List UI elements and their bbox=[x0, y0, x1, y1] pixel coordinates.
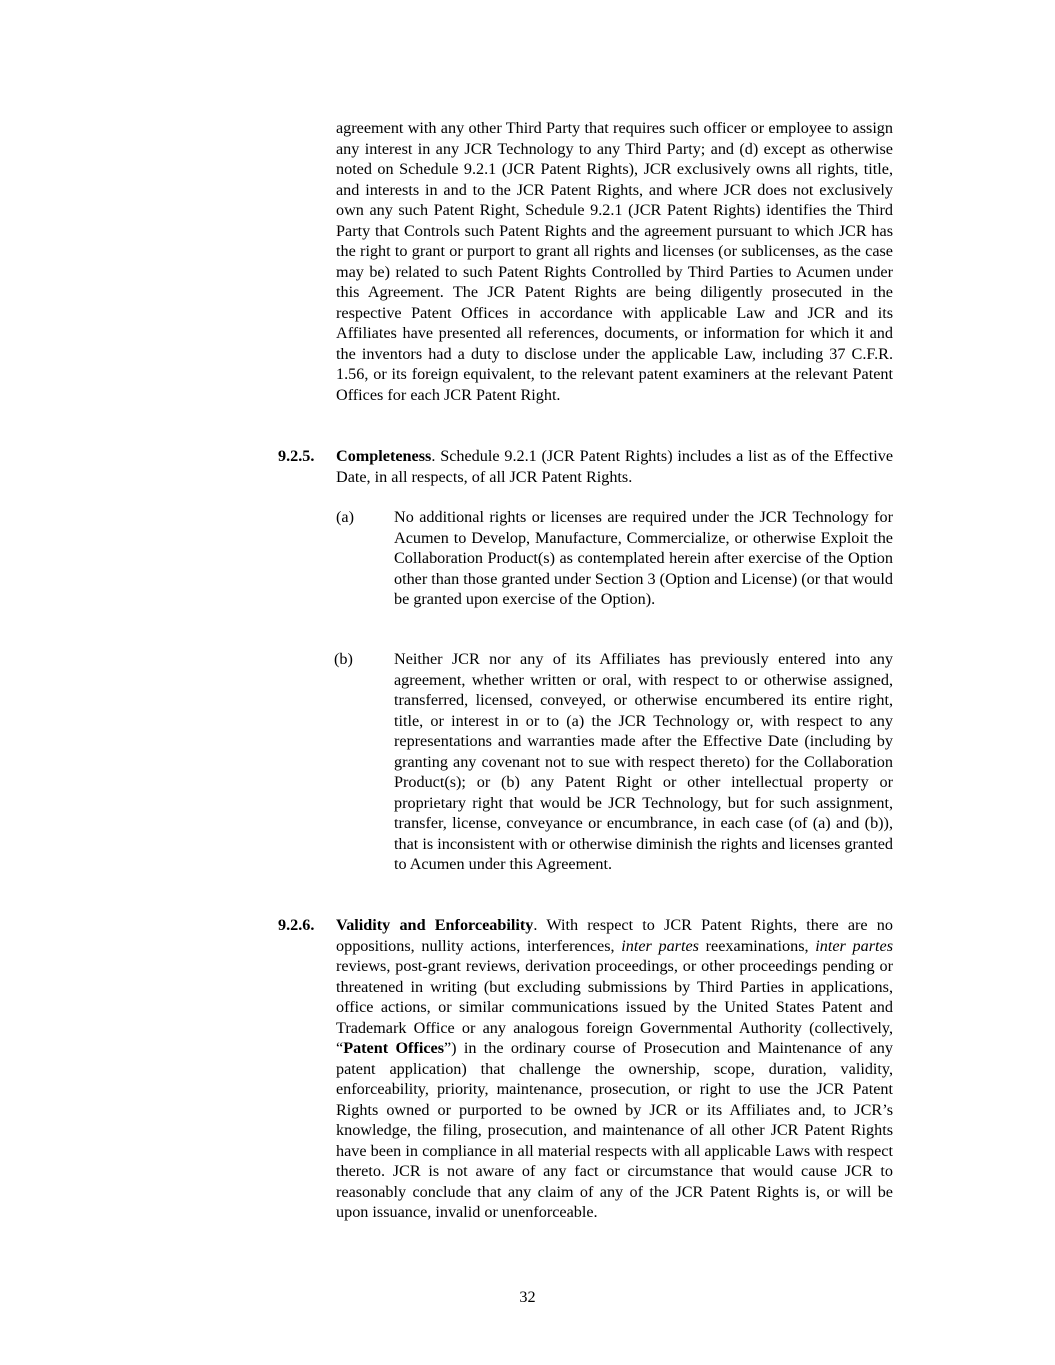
section-926-paragraph bbox=[336, 915, 893, 1223]
section-926-text-3: reviews, post-grant reviews, derivation proceedings, or other proceedings pending or threatened in writing (but excluding submissions by Third Parties in applications, office actions, or similar communications issued by the United States Patent and Trademark Office or any analogous foreign Governmental Authority (collectively, “ bbox=[336, 957, 893, 1057]
section-926-heading: Validity and Enforceability bbox=[336, 916, 534, 934]
section-925-paragraph bbox=[336, 446, 893, 487]
section-926-italic-2: inter partes bbox=[815, 936, 894, 955]
section-926-text-4: ”) in the ordinary course of Prosecution and Maintenance of any patent application) that challenge the ownership, scope, duration, validity, enforceability, priority, maintenance, prosecution, or right to use the JCR Patent Rights owned or purported to be owned by JCR or its Affiliates and, to JCR’s knowledge, the filing, prosecution, and maintenance of all other JCR Patent Rights have been in compliance in all material respects with all applicable Laws with respect thereto. JCR is not aware of any fact or circumstance that would cause JCR to reasonably conclude that any claim of any of the JCR Patent Rights is, or will be upon issuance, invalid or unenforceable. bbox=[336, 1039, 893, 1221]
section-925-number: 9.2.5. bbox=[278, 447, 315, 465]
section-926-italic-1: inter partes bbox=[621, 936, 699, 955]
continuation-paragraph: agreement with any other Third Party that requires such officer or employee to assign any interest in any JCR Technology to any Third Party; and (d) except as otherwise noted on Schedule 9.2.1 (JCR Patent Rights), JCR exclusively owns all rights, title, and interests in and to the JCR Patent Rights, and where JCR does not exclusively own any such Patent Right, Schedule 9.2.1 (JCR Patent Rights) identifies the Third Party that Controls such Patent Rights and the agreement pursuant to which JCR has the right to grant or purport to grant all rights and licenses (or sublicenses, as the case may be) related to such Patent Rights Controlled by Third Parties to Acumen under this Agreement. The JCR Patent Rights are being diligently prosecuted in the respective Patent Offices in accordance with applicable Law and JCR and its Affiliates have presented all references, documents, or information for which it and the inventors had a duty to disclose under the applicable Law, including 37 C.F.R. 1.56, or its foreign equivalent, to the relevant patent examiners at the relevant Patent Offices for each JCR Patent Right. bbox=[336, 119, 893, 404]
section-926-text-1: . With respect to JCR Patent Rights, there are no oppositions, nullity actions, interferences, bbox=[336, 916, 893, 955]
section-926-defined-term: Patent Offices bbox=[343, 1039, 444, 1057]
section-925-a-label: (a) bbox=[336, 508, 354, 526]
section-926-number: 9.2.6. bbox=[278, 916, 315, 934]
section-925-b-label: (b) bbox=[334, 650, 353, 668]
section-926-text-2: reexaminations, bbox=[698, 936, 816, 955]
page-number: 32 bbox=[519, 1288, 536, 1306]
section-925-a-paragraph: No additional rights or licenses are required under the JCR Technology for Acumen to Develop, Manufacture, Commercialize, or otherwise Exploit the Collaboration Product(s) as contemplated herein after exercise of the Option other than those granted under Section 3 (Option and License) (or that would be granted upon exercise of the Option). bbox=[394, 508, 893, 608]
section-925-b-paragraph: Neither JCR nor any of its Affiliates has previously entered into any agreement, whether written or oral, with respect to or otherwise assigned, transferred, licensed, conveyed, or otherwise encumbered its entire right, title, or interest in or to (a) the JCR Technology or, with respect to any representations and warranties made after the Effective Date (including by granting any covenant not to sue with respect thereto) for the Collaboration Product(s); or (b) any Patent Right or other intellectual property or proprietary right that would be JCR Technology, but for such assignment, transfer, license, conveyance or encumbrance, in each case (of (a) and (b)), that is inconsistent with or otherwise diminish the rights and licenses granted to Acumen under this Agreement. bbox=[394, 650, 893, 873]
section-925-text: . Schedule 9.2.1 (JCR Patent Rights) includes a list as of the Effective Date, in all respects, of all JCR Patent Rights. bbox=[336, 447, 893, 486]
section-925-heading: Completeness bbox=[336, 447, 432, 465]
